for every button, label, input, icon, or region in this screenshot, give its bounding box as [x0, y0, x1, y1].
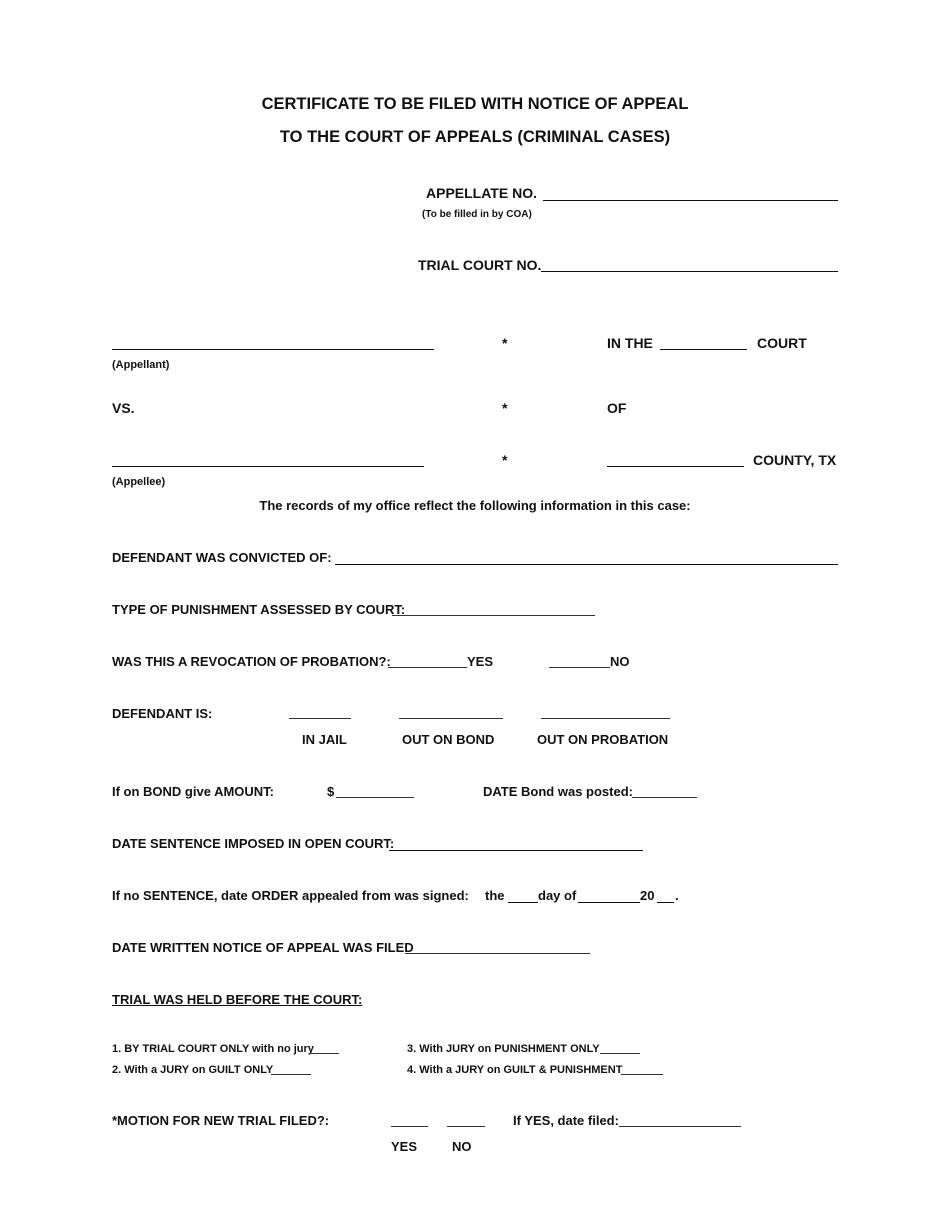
convicted-of-field[interactable] — [335, 564, 838, 565]
year-field[interactable] — [657, 902, 674, 903]
revocation-yes-field[interactable] — [388, 667, 467, 668]
county-field[interactable] — [607, 466, 744, 467]
appellate-no-note: (To be filled in by COA) — [422, 209, 532, 220]
revocation-question-label: WAS THIS A REVOCATION OF PROBATION?: — [112, 654, 391, 669]
out-on-bond-field[interactable] — [399, 718, 503, 719]
day-field[interactable] — [508, 902, 538, 903]
out-on-probation-label: OUT ON PROBATION — [537, 732, 669, 747]
court-name-field[interactable] — [660, 349, 747, 350]
caption-asterisk-1: * — [502, 335, 508, 351]
bond-date-label: DATE Bond was posted: — [483, 784, 633, 799]
trial-court-no-label: TRIAL COURT NO. — [418, 257, 542, 273]
sentence-date-label: DATE SENTENCE IMPOSED IN OPEN COURT: — [112, 836, 395, 851]
no-sentence-label: If no SENTENCE, date ORDER appealed from was signed: — [112, 888, 469, 903]
appellant-label: (Appellant) — [112, 359, 170, 371]
period: . — [675, 888, 679, 903]
trial-option-1: 1. BY TRIAL COURT ONLY with no jury — [112, 1043, 314, 1055]
appellee-name-field[interactable] — [112, 466, 424, 467]
trial-option-4-field[interactable] — [621, 1074, 663, 1075]
year-prefix-label: 20 — [640, 888, 655, 903]
month-field[interactable] — [578, 902, 640, 903]
motion-no-field[interactable] — [447, 1126, 485, 1127]
motion-if-yes-label: If YES, date filed: — [513, 1113, 619, 1128]
defendant-is-label: DEFENDANT IS: — [112, 706, 213, 721]
form-title-line1: CERTIFICATE TO BE FILED WITH NOTICE OF APPEAL — [261, 95, 689, 113]
out-on-probation-field[interactable] — [541, 718, 670, 719]
revocation-no-field[interactable] — [549, 667, 610, 668]
in-jail-field[interactable] — [289, 718, 351, 719]
punishment-type-label: TYPE OF PUNISHMENT ASSESSED BY COURT: — [112, 602, 406, 617]
appellant-name-field[interactable] — [112, 349, 434, 350]
trial-option-3: 3. With JURY on PUNISHMENT ONLY — [407, 1043, 600, 1055]
bond-amount-label: If on BOND give AMOUNT: — [112, 784, 275, 799]
form-title-line2: TO THE COURT OF APPEALS (CRIMINAL CASES) — [279, 128, 671, 146]
appellate-no-field[interactable] — [543, 200, 838, 201]
in-jail-label: IN JAIL — [302, 732, 347, 747]
convicted-of-label: DEFENDANT WAS CONVICTED OF: — [112, 550, 332, 565]
county-tx-label: COUNTY, TX — [753, 452, 837, 468]
of-label: OF — [607, 400, 627, 416]
appellate-no-label: APPELLATE NO. — [426, 185, 537, 201]
motion-yes-field[interactable] — [391, 1126, 428, 1127]
dollar-sign: $ — [327, 784, 335, 799]
day-of-label: day of — [538, 888, 577, 903]
trial-held-heading: TRIAL WAS HELD BEFORE THE COURT: — [112, 992, 363, 1007]
trial-option-1-field[interactable] — [309, 1053, 339, 1054]
revocation-yes-label: YES — [467, 654, 494, 669]
court-label: COURT — [757, 335, 807, 351]
notice-date-field[interactable] — [405, 953, 590, 954]
motion-yes-label: YES — [391, 1139, 418, 1154]
trial-option-2-field[interactable] — [271, 1074, 311, 1075]
caption-asterisk-3: * — [502, 452, 508, 468]
notice-date-label: DATE WRITTEN NOTICE OF APPEAL WAS FILED — [112, 940, 414, 955]
vs-label: VS. — [112, 400, 135, 416]
sentence-date-field[interactable] — [389, 850, 643, 851]
in-the-label: IN THE — [607, 335, 653, 351]
punishment-type-field[interactable] — [392, 615, 595, 616]
appellee-label: (Appellee) — [112, 476, 166, 488]
motion-no-label: NO — [452, 1139, 472, 1154]
caption-asterisk-2: * — [502, 400, 508, 416]
bond-amount-field[interactable] — [336, 797, 414, 798]
motion-new-trial-label: *MOTION FOR NEW TRIAL FILED?: — [112, 1113, 330, 1128]
motion-date-field[interactable] — [619, 1126, 741, 1127]
trial-option-4: 4. With a JURY on GUILT & PUNISHMENT — [407, 1064, 623, 1076]
the-label: the — [485, 888, 505, 903]
revocation-no-label: NO — [610, 654, 630, 669]
trial-option-2: 2. With a JURY on GUILT ONLY — [112, 1064, 274, 1076]
out-on-bond-label: OUT ON BOND — [402, 732, 495, 747]
trial-court-no-field[interactable] — [541, 271, 838, 272]
trial-option-3-field[interactable] — [600, 1053, 640, 1054]
records-statement: The records of my office reflect the following information in this case: — [259, 498, 691, 513]
bond-date-field[interactable] — [632, 797, 697, 798]
